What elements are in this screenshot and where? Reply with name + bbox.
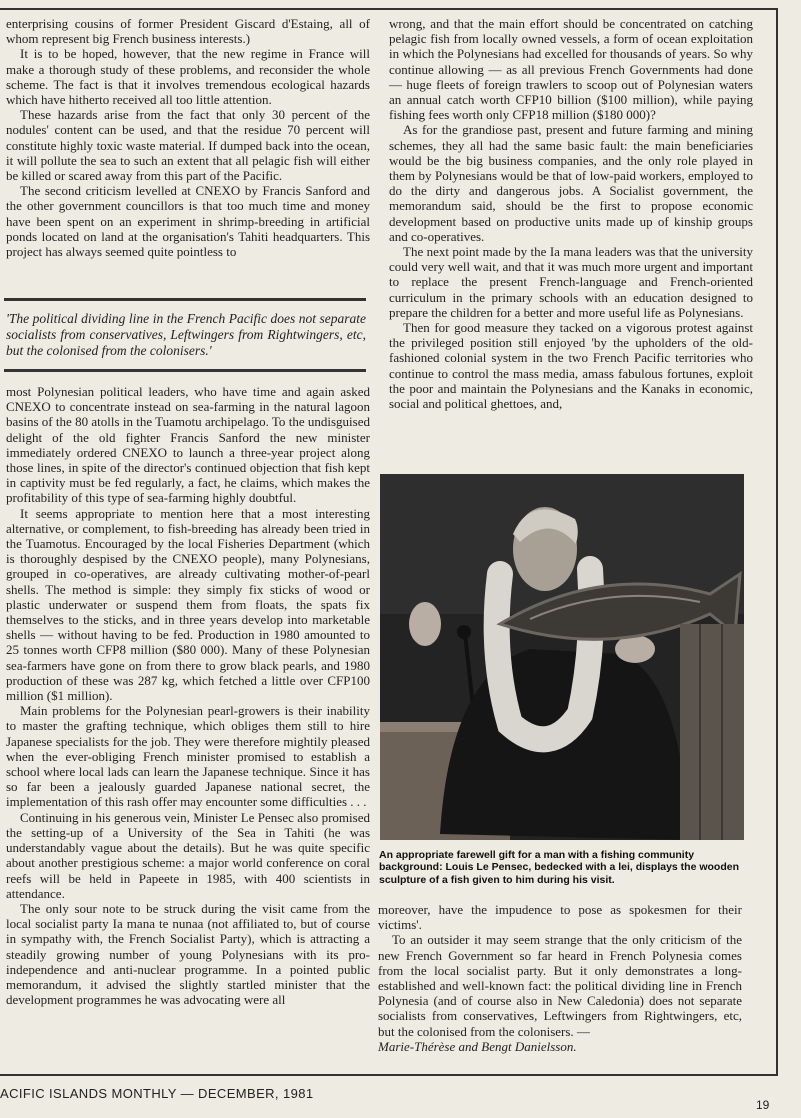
byline: Marie-Thérèse and Bengt Danielsson. bbox=[378, 1038, 577, 1054]
paragraph: wrong, and that the main effort should be concentrated on catching pelagic fish from locally owned vessels, a form of ocean exploitation in which the Polynesians had excelled for thousands of years. So why continue allowing — as all previous French Governments had done — huge fleets of foreign trawlers to scoop out of Polynesian waters an annual catch worth CFP10 billion ($100 million), while paying fishing fees worth only CFP18 million ($180 000)? bbox=[389, 16, 753, 123]
paragraph: To an outsider it may seem strange that the only criticism of the new French Government so far heard in French Polynesia comes from the local socialist party. But it only demonstrates a long-established and well-known fact: the political dividing line in French Polynesia (and of course also in New Caledonia) does not separate socialists from conservatives, Leftwingers from Rightwingers, etc, but the colonised from the colonisers. — bbox=[378, 932, 742, 1039]
page-number: 19 bbox=[756, 1098, 770, 1112]
paragraph: The second criticism levelled at CNEXO by Francis Sanford and the other government councillors is that too much time and money have been spent on an experiment in shrimp-breeding in artificial ponds located on land at the organisation's Tahiti headquarters. This project has always seemed quite pointless to bbox=[6, 183, 370, 260]
paragraph: most Polynesian political leaders, who have time and again asked CNEXO to concentrate instead on sea-farming in the natural lagoon basins of the 80 atolls in the Tuamotu archipelago. To the undisguised delight of the old fighter Francis Sanford the new minister immediately ordered CNEXO to launch a three-year project along those lines, in spite of the director's continued objection that fish kept in captivity must be fed regularly, a fact, he claims, which makes the profitability of this type of sea-farming highly doubtful. bbox=[6, 384, 370, 506]
right-column-top bbox=[389, 16, 753, 411]
publication-footer: ACIFIC ISLANDS MONTHLY — DECEMBER, 1981 bbox=[0, 1086, 314, 1101]
paragraph: moreover, have the impudence to pose as spokesmen for their victims'. bbox=[378, 902, 742, 933]
photo-caption: An appropriate farewell gift for a man with a fishing community background: Louis Le Pensec, bedecked with a lei, displays the wooden sculpture of a fish given to him during his visit. bbox=[379, 849, 739, 886]
paragraph: Then for good measure they tacked on a vigorous protest against the privileged position still enjoyed 'by the upholders of the old-fashioned colonial system in the two French Pacific territories who continue to control the mass media, amass fabulous fortunes, exploit the poor and maintain the Polynesians and the Kanaks in economic, social and political ghettoes, and, bbox=[389, 320, 753, 412]
paragraph: Main problems for the Polynesian pearl-growers is their inability to master the grafting technique, which obliges them still to hire Japanese specialists for the job. They were therefore mightily pleased when the ever-obliging French minister promised to establish a school where local lads can learn the Japanese technique. Since it has so far been a jealously guarded Japanese national secret, the implementation of this rash offer may encounter some difficulties . . . bbox=[6, 703, 370, 810]
right-column-bottom bbox=[378, 902, 742, 1054]
paragraph: Continuing in his generous vein, Minister Le Pensec also promised the setting-up of a University of the Sea in Tahiti (he was understandably vague about the details). But he was quite specific about another prestigious scheme: a major world conference on coral reefs will be held in Papeete in 1985, with 400 scientists in attendance. bbox=[6, 809, 370, 901]
left-column-top bbox=[6, 16, 370, 259]
pull-quote: 'The political dividing line in the French Pacific does not separate socialists from conservatives, Leftwingers from Rightwingers, etc, but the colonised from the colonisers.' bbox=[4, 298, 366, 372]
photo-le-pensec-with-fish-sculpture bbox=[380, 474, 744, 840]
left-column-bottom bbox=[6, 384, 370, 1007]
photo-illustration bbox=[380, 474, 744, 840]
paragraph: As for the grandiose past, present and future farming and mining schemes, they all had the same basic fault: the main beneficiaries would be the big business companies, and the only role played in them by Polynesians would be that of low-paid workers, employed to do the dirty and dangerous jobs. A Socialist government, the memorandum said, should be the first to propose economic development based on productive units made up of kinship groups and co-operatives. bbox=[389, 122, 753, 244]
paragraph: The only sour note to be struck during the visit came from the local socialist party Ia mana te nunaa (not affiliated to, but of course in sympathy with, the French Socialist Party), which is attracting a steadily growing number of young Polynesians with its pro-independence and anti-nuclear programme. In a pointed public memorandum, it advised the slightly startled minister that the development programmes he was advocating were all bbox=[6, 900, 370, 1008]
paragraph: It is to be hoped, however, that the new regime in France will make a thorough study of these problems, and reconsider the whole scheme. The fact is that it involves tremendous ecological hazards which have hitherto received all too little attention. bbox=[6, 46, 370, 108]
paragraph: It seems appropriate to mention here that a most interesting alternative, or complement, to fish-breeding has already been tried in the Tuamotus. Encouraged by the local Fisheries Department (which is thoroughly despised by the CNEXO people), many Polynesians, grouped in co-operatives, are already cultivating mother-of-pearl shells. The method is simple: they simply fix sticks of wood or plastic underwater or suspend them from floats, the spats fix themselves to the sticks, and in three years develop into marketable shells — without having to be fed. Production in 1980 amounted to 25 tonnes worth CFP8 million ($80 000). Many of these Polynesian sea-farmers have gone on from there to grow black pearls, and 1980 production of these was 287 kg, which fetched a little over CFP100 million ($1 million). bbox=[6, 505, 370, 704]
paragraph: These hazards arise from the fact that only 30 percent of the nodules' content can be used, and that the residue 70 percent will constitute highly toxic waste material. If dumped back into the ocean, it will pollute the sea to such an extent that all pelagic fish will either be killed or scared away from this part of the Pacific. bbox=[6, 107, 370, 184]
paragraph: The next point made by the Ia mana leaders was that the university could very well wait, and that it was much more urgent and important to replace the present French-language and French-oriented curriculum in the primary schools with an education designed to prepare the children for a better and more useful life as Polynesians. bbox=[389, 244, 753, 320]
paragraph: enterprising cousins of former President Giscard d'Estaing, all of whom represent big French business interests.) bbox=[6, 16, 370, 47]
